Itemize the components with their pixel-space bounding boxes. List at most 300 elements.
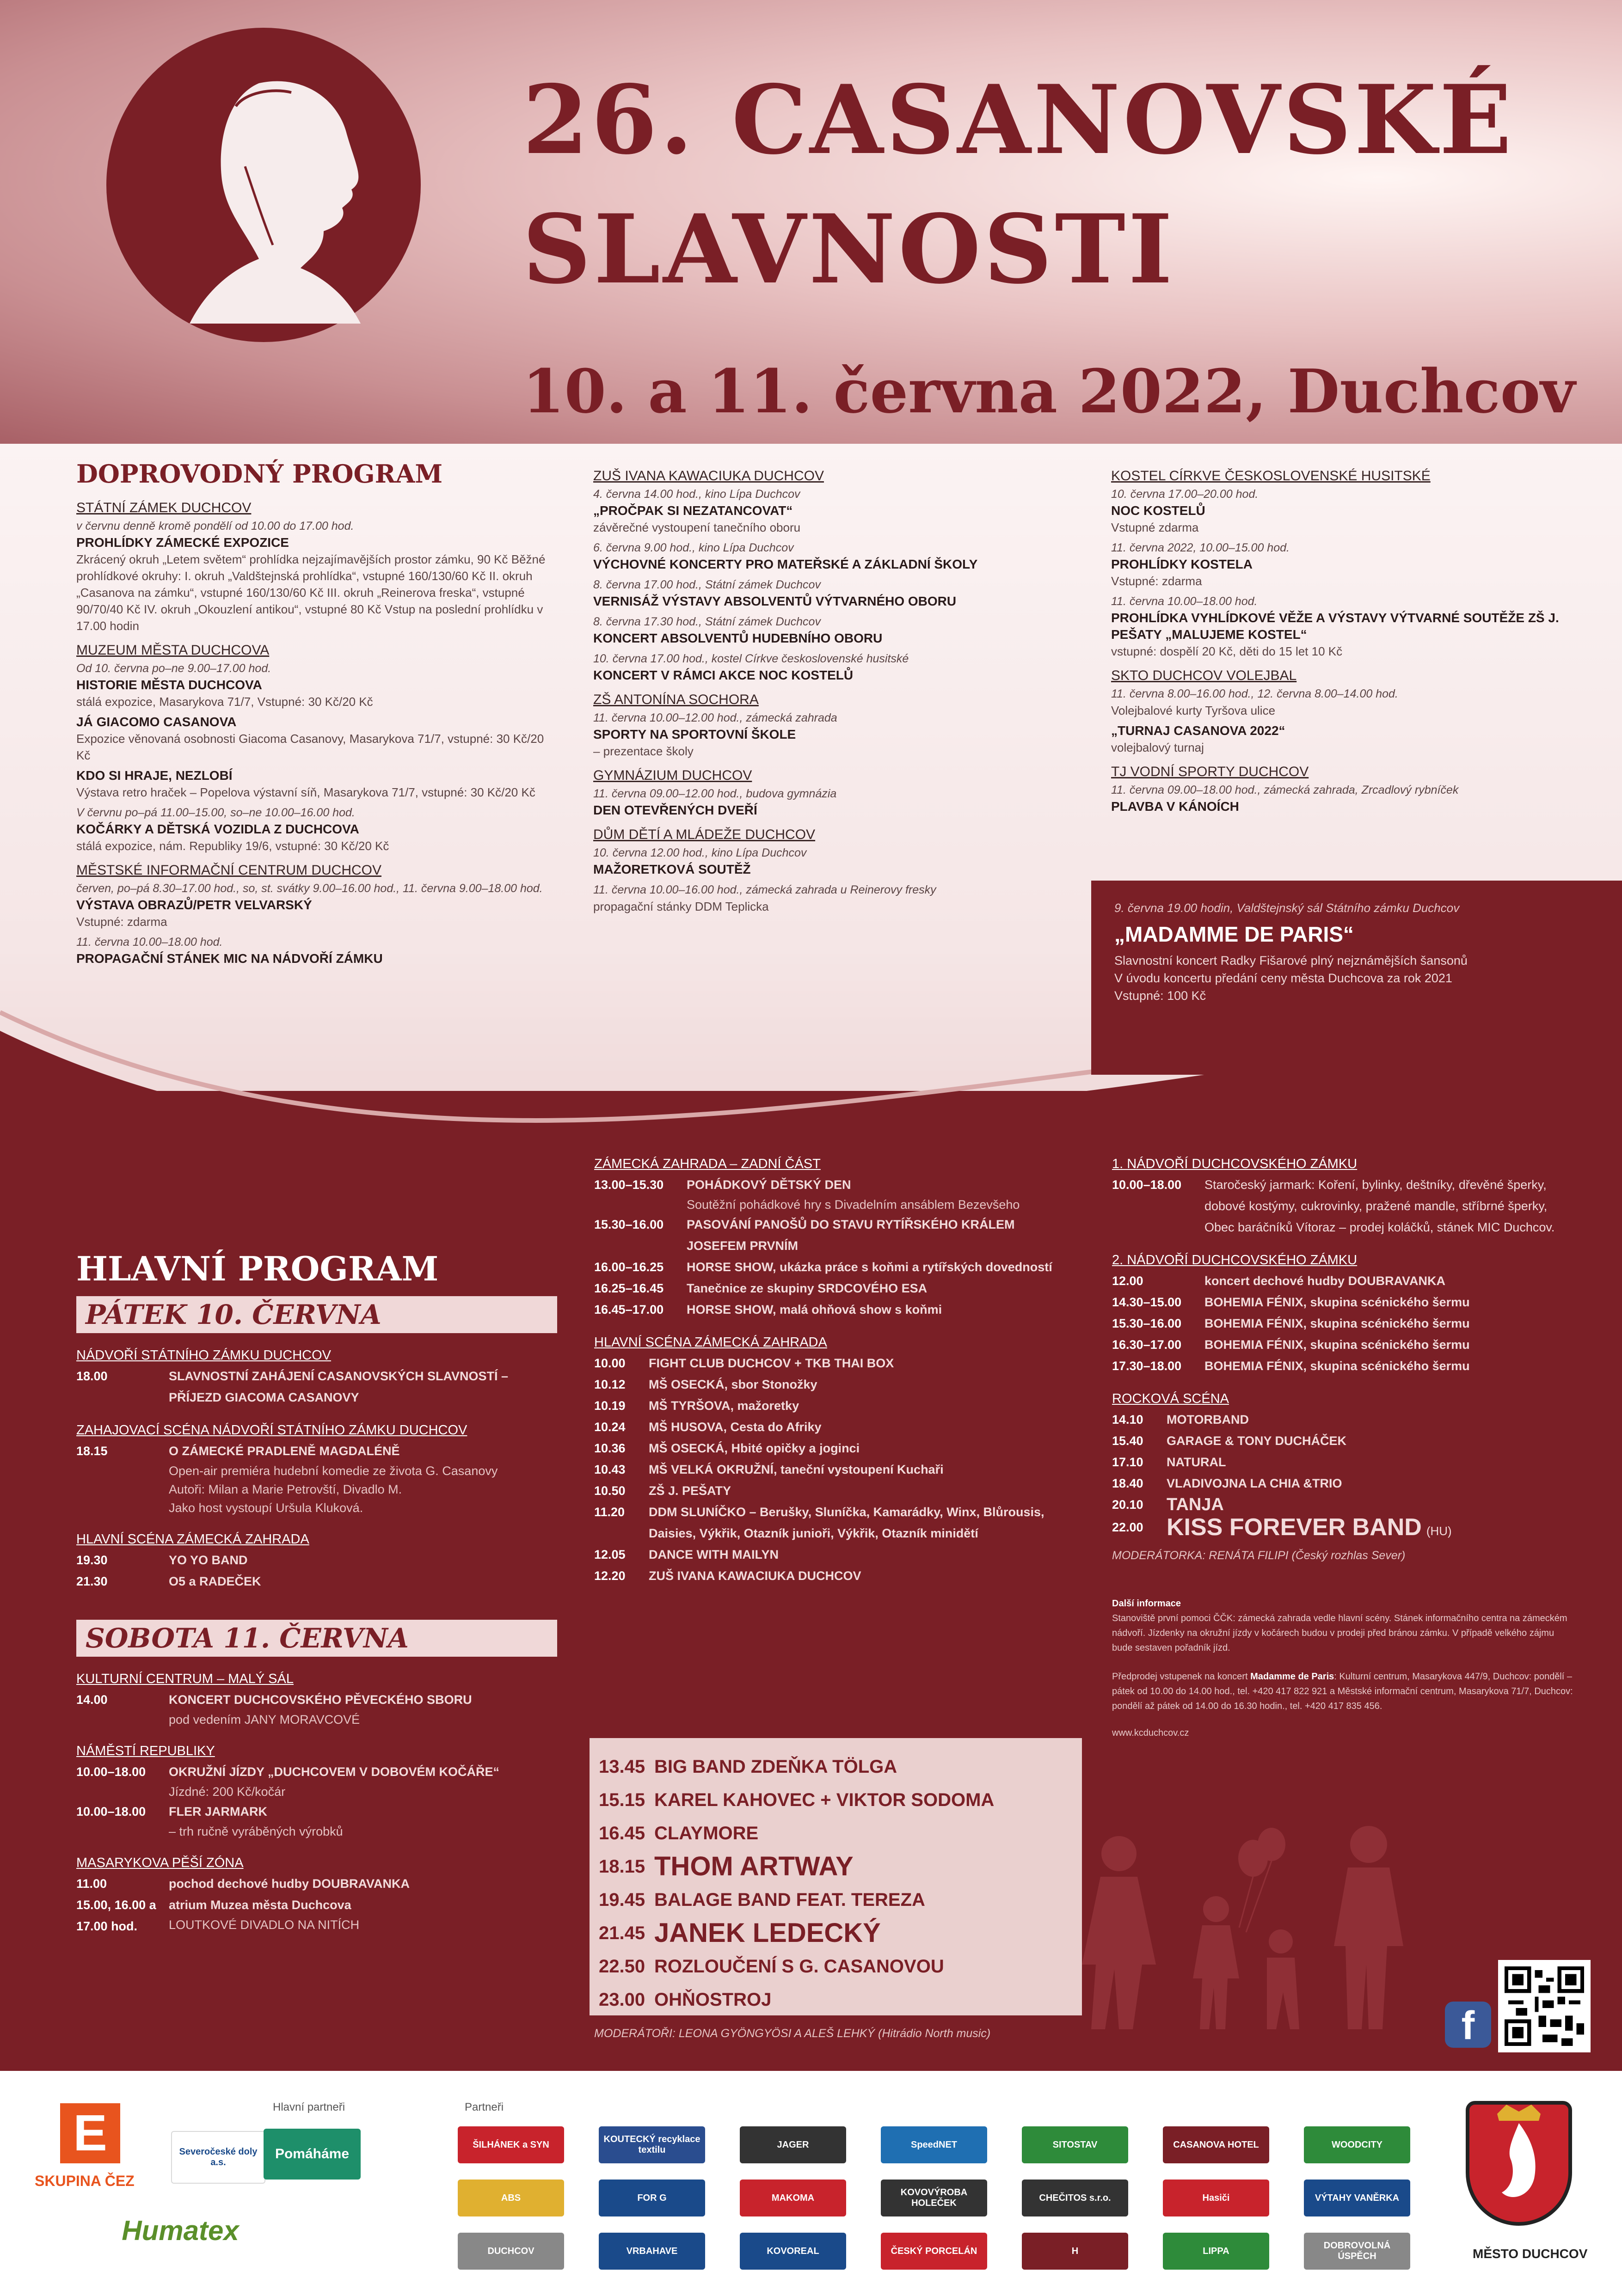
schedule-row — [1112, 1473, 1574, 1494]
row-text — [649, 1438, 1075, 1459]
row-time: 22.00 — [1112, 1520, 1143, 1534]
schedule-row — [1112, 1174, 1574, 1238]
partner-logo: H — [1022, 2233, 1128, 2270]
item-event: VERNISÁŽ VÝSTAVY ABSOLVENTŮ VÝTVARNÉHO OBORU — [593, 594, 957, 608]
program-item — [593, 539, 1065, 573]
row-text — [649, 1459, 1075, 1480]
row-title: YO YO BAND — [169, 1553, 248, 1567]
mesto-duchcov-label: MĚSTO DUCHCOV — [1473, 2247, 1588, 2261]
row-time: 15.40 — [1112, 1434, 1143, 1448]
row-subtext: Open-air premiéra hudební komedie ze života G. Casanovy — [169, 1464, 498, 1478]
doprovodny-col-1 — [76, 458, 548, 971]
featured-row — [599, 1750, 1073, 1783]
row-time: 10.00–18.00 — [76, 1805, 146, 1818]
row-text — [649, 1353, 1075, 1374]
featured-moderators: MODERÁTOŘI: LEONA GYÖNGYÖSI A ALEŠ LEHKÝ (Hitrádio North music) — [594, 2027, 991, 2040]
item-date: 11. června 09.00–12.00 hod., budova gymnázia — [593, 787, 837, 800]
partner-logo: KOVOVÝROBA HOLEČEK — [881, 2180, 987, 2216]
item-event: KONCERT V RÁMCI AKCE NOC KOSTELŮ — [593, 668, 854, 682]
row-text — [1204, 1292, 1574, 1313]
row-time: 10.00–18.00 — [1112, 1178, 1182, 1192]
item-event: HISTORIE MĚSTA DUCHCOVA — [76, 678, 262, 692]
madame-title: „MADAMME DE PARIS“ — [1114, 922, 1354, 946]
row-title: NATURAL — [1167, 1455, 1226, 1469]
item-event: „TURNAJ CASANOVA 2022“ — [1111, 723, 1285, 738]
schedule-row — [1112, 1514, 1574, 1542]
row-time: 14.30–15.00 — [1112, 1295, 1182, 1309]
program-item — [593, 650, 1065, 684]
row-text — [1167, 1494, 1574, 1517]
featured-act: THOM ARTWAY — [654, 1851, 854, 1881]
item-event: PLAVBA V KÁNOÍCH — [1111, 799, 1239, 814]
row-time: 16.45–17.00 — [594, 1303, 664, 1316]
row-time: 15.30–16.00 — [594, 1218, 664, 1231]
venue-heading: NÁMĚSTÍ REPUBLIKY — [76, 1744, 215, 1758]
qr-code[interactable] — [1498, 1960, 1591, 2052]
item-event: DEN OTEVŘENÝCH DVEŘÍ — [593, 803, 757, 817]
row-text — [1167, 1514, 1574, 1542]
item-date: 11. června 10.00–12.00 hod., zámecká zahrada — [593, 711, 837, 724]
row-title: GARAGE & TONY DUCHÁČEK — [1167, 1434, 1347, 1448]
info-paragraph-2 — [1112, 1669, 1574, 1714]
item-description: Vstupné: zdarma — [76, 915, 167, 929]
row-title: SLAVNOSTNÍ ZAHÁJENÍ CASANOVSKÝCH SLAVNOSTÍ – PŘÍJEZD GIACOMA CASANOVY — [169, 1369, 509, 1404]
venue-heading: ZUŠ IVANA KAWACIUKA DUCHCOV — [593, 468, 824, 484]
item-description: – prezentace školy — [593, 744, 694, 758]
partner-logo: LIPPA — [1163, 2233, 1269, 2270]
item-description: závěrečné vystoupení tanečního oboru — [593, 520, 801, 534]
zahrada-zadni-venue: ZÁMECKÁ ZAHRADA – ZADNÍ ČÁST — [594, 1157, 821, 1171]
program-item — [76, 934, 548, 967]
item-date: 8. června 17.00 hod., Státní zámek Duchcov — [593, 578, 821, 591]
partner-logo: WOODCITY — [1304, 2126, 1410, 2163]
title-line-2: SLAVNOSTI — [522, 194, 1175, 305]
schedule-row — [594, 1438, 1075, 1459]
schedule-row — [76, 1761, 557, 1801]
row-time: 10.00–18.00 — [76, 1765, 146, 1779]
humatex-logo: Humatex — [92, 2205, 268, 2256]
row-title: KISS FOREVER BAND — [1167, 1514, 1422, 1541]
row-text — [649, 1395, 1075, 1416]
row-text — [687, 1278, 1075, 1299]
schedule-row — [1112, 1451, 1574, 1473]
row-title: pochod dechové hudby DOUBRAVANKA — [169, 1877, 410, 1891]
doprovodny-heading: DOPROVODNÝ PROGRAM — [76, 459, 443, 489]
row-text — [169, 1365, 557, 1408]
item-date: 8. června 17.30 hod., Státní zámek Duchcov — [593, 615, 821, 628]
program-item — [593, 576, 1065, 610]
festival-dates: 10. a 11. června 2022, Duchcov — [522, 356, 1575, 427]
row-time: 10.19 — [594, 1399, 626, 1413]
madame-desc-2: V úvodu koncertu předání ceny města Duchcova za rok 2021 — [1114, 971, 1452, 985]
featured-act: BALAGE BAND FEAT. TEREZA — [654, 1890, 925, 1910]
row-title: KONCERT DUCHCOVSKÉHO PĚVECKÉHO SBORU — [169, 1693, 472, 1707]
row-title: MŠ HUSOVA, Cesta do Afriky — [649, 1420, 822, 1434]
item-date: V červnu po–pá 11.00–15.00, so–ne 10.00–16.00 hod. — [76, 806, 355, 819]
schedule-row — [594, 1395, 1075, 1416]
schedule-row — [76, 1873, 557, 1894]
item-date: červen, po–pá 8.30–17.00 hod., so, st. svátky 9.00–16.00 hod., 11. června 9.00–18.00 hod. — [76, 882, 543, 895]
item-description: vstupné: dospělí 20 Kč, děti do 15 let 10 Kč — [1111, 644, 1343, 658]
row-time: 16.30–17.00 — [1112, 1338, 1182, 1352]
pomahame-logo: Pomáháme — [264, 2129, 361, 2180]
row-text — [1167, 1473, 1574, 1494]
row-title: BOHEMIA FÉNIX, skupina scénického šermu — [1204, 1338, 1470, 1352]
title-line-1: 26. CASANOVSKÉ — [522, 65, 1515, 176]
row-title: FIGHT CLUB DUCHCOV + TKB THAI BOX — [649, 1356, 894, 1370]
row-subtext: Jako host vystoupí Uršula Kluková. — [169, 1501, 363, 1515]
item-date: 4. června 14.00 hod., kino Lípa Duchcov — [593, 488, 800, 501]
venue-heading: KULTURNÍ CENTRUM – MALÝ SÁL — [76, 1671, 294, 1686]
program-item — [593, 486, 1065, 536]
row-title: O ZÁMECKÉ PRADLENĚ MAGDALÉNĚ — [169, 1444, 400, 1458]
rockova-venue: ROCKOVÁ SCÉNA — [1112, 1391, 1229, 1406]
row-time: 15.30–16.00 — [1112, 1316, 1182, 1330]
row-text — [649, 1544, 1075, 1565]
item-event: JÁ GIACOMO CASANOVA — [76, 715, 237, 729]
featured-row — [599, 1817, 1073, 1850]
featured-act: BIG BAND ZDEŇKA TÖLGA — [654, 1757, 897, 1777]
row-title: TANJA — [1167, 1495, 1224, 1514]
item-date: 11. června 8.00–16.00 hod., 12. června 8.00–14.00 hod. — [1111, 687, 1398, 700]
row-subtext: Autoři: Milan a Marie Petrovští, Divadlo M. — [169, 1482, 402, 1496]
item-date: 10. června 17.00–20.00 hod. — [1111, 488, 1259, 501]
featured-act: OHŇOSTROJ — [654, 1990, 772, 2010]
row-title: MŠ OSECKÁ, sbor Stonožky — [649, 1378, 817, 1391]
row-title: HORSE SHOW, malá ohňová show s koňmi — [687, 1303, 942, 1316]
schedule-row — [76, 1365, 557, 1408]
item-description: Volejbalové kurty Tyršova ulice — [1111, 704, 1276, 717]
schedule-row — [594, 1214, 1075, 1256]
item-date: 11. června 10.00–18.00 hod. — [76, 936, 223, 949]
row-text — [687, 1256, 1075, 1278]
facebook-icon[interactable]: f — [1445, 2002, 1491, 2048]
doprovodny-col-2 — [593, 460, 1065, 918]
program-item — [76, 767, 548, 801]
venue-heading: STÁTNÍ ZÁMEK DUCHCOV — [76, 500, 252, 515]
row-text — [1167, 1451, 1574, 1473]
partner-logo: ČESKÝ PORCELÁN — [881, 2233, 987, 2270]
schedule-row — [1112, 1430, 1574, 1451]
schedule-row — [594, 1501, 1075, 1544]
item-description: Zkrácený okruh „Letem světem“ prohlídka nejzajímavějších prostor zámku, 90 Kč Běžné prohlídkové okruhy: I. okruh „Valdštejnská prohlídka“, vstupné 160/130/60 Kč II. okruh „Casanova na zámku“, vstupné 160/130/60 Kč III. okruh „Reinerova freska“, vstupné 90/70/40 Kč IV. okruh „Okouzlení antikou“, vstupné 80 Kč Vstup na poslední prohlídku v 17.00 hodin — [76, 552, 546, 633]
item-description: propagační stánky DDM Teplicka — [593, 900, 769, 913]
partner-logo: DUCHCOV — [458, 2233, 564, 2270]
partner-logo: ABS — [458, 2180, 564, 2216]
item-description: stálá expozice, Masarykova 71/7, Vstupné: 30 Kč/20 Kč — [76, 695, 373, 709]
venue-heading: SKTO DUCHCOV VOLEJBAL — [1111, 668, 1297, 683]
row-title: MŠ OSECKÁ, Hbité opičky a joginci — [649, 1441, 860, 1455]
venue-heading: GYMNÁZIUM DUCHCOV — [593, 768, 752, 783]
cez-logo-icon: E — [60, 2103, 120, 2163]
row-time: 12.00 — [1112, 1274, 1143, 1288]
row-subtext: pod vedením JANY MORAVCOVÉ — [169, 1713, 360, 1727]
row-text — [169, 1873, 557, 1894]
madame-desc-3: Vstupné: 100 Kč — [1114, 989, 1206, 1003]
schedule-row — [76, 1440, 557, 1517]
hlavni-scena-venue: HLAVNÍ SCÉNA ZÁMECKÁ ZAHRADA — [594, 1335, 827, 1350]
program-item — [593, 882, 1065, 915]
item-event: NOC KOSTELŮ — [1111, 503, 1205, 518]
row-time: 15.00, 16.00 a 17.00 hod. — [76, 1898, 156, 1933]
row-time: 17.30–18.00 — [1112, 1359, 1182, 1373]
severoceske-doly-logo: Severočeské doly a.s. — [171, 2131, 265, 2184]
item-event: KONCERT ABSOLVENTŮ HUDEBNÍHO OBORU — [593, 631, 883, 645]
item-date: 11. června 09.00–18.00 hod., zámecká zahrada, Zrcadlový rybníček — [1111, 784, 1459, 796]
row-text — [649, 1374, 1075, 1395]
venue-heading: ZŠ ANTONÍNA SOCHORA — [593, 692, 759, 707]
item-event: PROHLÍDKA VYHLÍDKOVÉ VĚŽE A VÝSTAVY VÝTVARNÉ SOUTĚŽE ZŠ J. PEŠATY „MALUJEME KOSTEL“ — [1111, 611, 1559, 642]
venue-heading: KOSTEL CÍRKVE ČESKOSLOVENSKÉ HUSITSKÉ — [1111, 468, 1431, 484]
item-date: Od 10. června po–ne 9.00–17.00 hod. — [76, 662, 271, 675]
row-time: 17.10 — [1112, 1455, 1143, 1469]
row-time: 14.10 — [1112, 1413, 1143, 1427]
schedule-row — [594, 1565, 1075, 1586]
featured-act: JANEK LEDECKÝ — [654, 1918, 881, 1948]
featured-time: 15.15 — [599, 1790, 645, 1810]
row-text — [169, 1761, 557, 1801]
row-title: Tanečnice ze skupiny SRDCOVÉHO ESA — [687, 1281, 928, 1295]
program-item — [76, 518, 548, 634]
row-title: koncert dechové hudby DOUBRAVANKA — [1204, 1274, 1446, 1288]
partner-logo: VÝTAHY VANĚRKA — [1304, 2180, 1410, 2216]
schedule-row — [1112, 1292, 1574, 1313]
program-item — [593, 845, 1065, 878]
schedule-row — [594, 1544, 1075, 1565]
featured-row — [599, 1783, 1073, 1817]
program-item — [593, 710, 1065, 759]
row-title: ZŠ J. PEŠATY — [649, 1484, 731, 1498]
info-p2-concert: Madamme de Paris — [1250, 1671, 1334, 1682]
venue-heading: MUZEUM MĚSTA DUCHCOVA — [76, 643, 270, 658]
row-text — [1204, 1174, 1574, 1238]
row-text — [687, 1214, 1075, 1256]
row-title: O5 a RADEČEK — [169, 1574, 261, 1588]
item-description: volejbalový turnaj — [1111, 741, 1204, 754]
row-title: BOHEMIA FÉNIX, skupina scénického šermu — [1204, 1295, 1470, 1309]
row-text — [1167, 1430, 1574, 1451]
casanova-portrait — [106, 28, 421, 342]
featured-act: KAREL KAHOVEC + VIKTOR SODOMA — [654, 1790, 995, 1810]
item-date: v červnu denně kromě pondělí od 10.00 do 17.00 hod. — [76, 520, 354, 533]
row-text — [649, 1565, 1075, 1586]
item-event: VÝCHOVNÉ KONCERTY PRO MATEŘSKÉ A ZÁKLADNÍ ŠKOLY — [593, 557, 978, 571]
row-text — [1204, 1270, 1574, 1292]
program-item — [1111, 539, 1583, 589]
row-text — [1204, 1334, 1574, 1355]
partner-logo: FOR G — [599, 2180, 705, 2216]
info-p2-part-a: Předprodej vstupenek na koncert — [1112, 1671, 1251, 1682]
row-text — [169, 1801, 557, 1841]
schedule-row — [1112, 1494, 1574, 1517]
item-event: KOČÁRKY A DĚTSKÁ VOZIDLA Z DUCHCOVA — [76, 822, 359, 836]
schedule-row — [594, 1416, 1075, 1438]
featured-row — [599, 1883, 1073, 1916]
item-event: MAŽORETKOVÁ SOUTĚŽ — [593, 862, 751, 876]
row-time: 10.24 — [594, 1420, 626, 1434]
program-item — [1111, 686, 1583, 719]
row-time: 10.50 — [594, 1484, 626, 1498]
row-title: ZUŠ IVANA KAWACIUKA DUCHCOV — [649, 1569, 861, 1583]
featured-time: 18.15 — [599, 1856, 645, 1877]
row-time: 18.40 — [1112, 1476, 1143, 1490]
row-title: OKRUŽNÍ JÍZDY „DUCHCOVEM V DOBOVÉM KOČÁŘE“ — [169, 1765, 500, 1779]
row-time: 10.43 — [594, 1463, 626, 1476]
item-description: Vstupné zdarma — [1111, 520, 1199, 534]
item-description: Expozice věnovaná osobnosti Giacoma Casanovy, Masarykova 71/7, vstupné: 30 Kč/20 Kč — [76, 732, 544, 762]
partner-logo: MAKOMA — [740, 2180, 846, 2216]
schedule-row — [594, 1174, 1075, 1214]
row-time: 10.36 — [594, 1441, 626, 1455]
featured-row — [599, 1950, 1073, 1983]
item-event: KDO SI HRAJE, NEZLOBÍ — [76, 768, 233, 783]
schedule-row — [76, 1894, 557, 1937]
partner-logo: ŠILHÁNEK a SYN — [458, 2126, 564, 2163]
additional-info — [1112, 1596, 1574, 1740]
row-time: 16.25–16.45 — [594, 1281, 664, 1295]
venue-heading: HLAVNÍ SCÉNA ZÁMECKÁ ZAHRADA — [76, 1532, 309, 1547]
row-time: 18.00 — [76, 1369, 108, 1383]
schedule-row — [1112, 1313, 1574, 1334]
doprovodny-col-3 — [1111, 460, 1583, 819]
madame-desc-1: Slavnostní koncert Radky Fišarové plný nejznámějších šansonů — [1114, 954, 1468, 967]
featured-time: 13.45 — [599, 1757, 645, 1777]
row-time: 11.00 — [76, 1877, 107, 1891]
row-text — [169, 1894, 557, 1937]
partner-logo: JAGER — [740, 2126, 846, 2163]
row-text — [169, 1440, 557, 1517]
partner-logo: SITOSTAV — [1022, 2126, 1128, 2163]
item-event: PROPAGAČNÍ STÁNEK MIC NA NÁDVOŘÍ ZÁMKU — [76, 951, 383, 966]
featured-time: 23.00 — [599, 1990, 645, 2010]
venue-heading: DŮM DĚTÍ A MLÁDEŽE DUCHCOV — [593, 827, 816, 842]
venue-heading: ZAHAJOVACÍ SCÉNA NÁDVOŘÍ STÁTNÍHO ZÁMKU DUCHCOV — [76, 1423, 467, 1438]
program-item — [1111, 486, 1583, 536]
schedule-row — [594, 1480, 1075, 1501]
saturday-band: SOBOTA 11. ČERVNA — [76, 1620, 557, 1657]
nadvori1-venue: 1. NÁDVOŘÍ DUCHCOVSKÉHO ZÁMKU — [1112, 1157, 1358, 1171]
item-date: 10. června 12.00 hod., kino Lípa Duchcov — [593, 846, 807, 859]
partner-logo: KOUTECKÝ recyklace textilu — [599, 2126, 705, 2163]
partner-logo: VRBAHAVE — [599, 2233, 705, 2270]
schedule-row — [1112, 1334, 1574, 1355]
row-time: 12.20 — [594, 1569, 626, 1583]
info-heading: Další informace — [1112, 1598, 1181, 1609]
program-item — [593, 613, 1065, 647]
row-title: HORSE SHOW, ukázka práce s koňmi a rytířských dovedností — [687, 1260, 1052, 1274]
row-text — [169, 1571, 557, 1592]
friday-band: PÁTEK 10. ČERVNA — [76, 1296, 557, 1333]
item-event: „PROČPAK SI NEZATANCOVAT“ — [593, 503, 793, 518]
featured-lineup — [590, 1738, 1082, 2015]
info-paragraph-1: Stanoviště první pomoci ČČK: zámecká zahrada vedle hlavní scény. Stánek informačního centra na zámeckém nádvoří. Jízdenky na okružní jízdy v kočárech budou v prodeji před bránou zámku. V případě velkého zájmu bude sestaven pořadník jízd. — [1112, 1613, 1567, 1653]
item-date: 10. června 17.00 hod., kostel Církve československé husitské — [593, 652, 909, 665]
partner-logo: Hasiči — [1163, 2180, 1269, 2216]
hlavni-partneri-label: Hlavní partneři — [273, 2101, 345, 2113]
partner-logo: KOVOREAL — [740, 2233, 846, 2270]
schedule-row — [594, 1374, 1075, 1395]
featured-act: CLAYMORE — [654, 1823, 759, 1843]
row-text — [649, 1480, 1075, 1501]
duchcov-crest-icon — [1466, 2101, 1572, 2226]
venue-heading: TJ VODNÍ SPORTY DUCHCOV — [1111, 764, 1309, 779]
row-subtext: Jízdné: 200 Kč/kočár — [169, 1785, 286, 1799]
row-text — [687, 1299, 1075, 1320]
middle-program-col — [594, 1142, 1075, 1586]
item-event: SPORTY NA SPORTOVNÍ ŠKOLE — [593, 727, 796, 741]
item-date: 11. června 10.00–16.00 hod., zámecká zahrada u Reinerovy fresky — [593, 883, 936, 896]
info-p2-part-c: : Kulturní centrum, Masarykova 447/9, Duchcov: pondělí – pátek od 10.00 do 14.00 hod., tel. +420 417 822 921 a Městské informační centrum, Masarykova 71/7, Duchcov: pondělí až pátek od 14.00 do 16.30 hodin., tel. +420 417 835 456. — [1112, 1671, 1573, 1711]
madame-date: 9. června 19.00 hodin, Valdštejnský sál Státního zámku Duchcov — [1114, 901, 1460, 915]
cez-label: SKUPINA ČEZ — [35, 2173, 135, 2189]
row-text — [1204, 1313, 1574, 1334]
item-description: Výstava retro hraček – Popelova výstavní síň, Masarykova 71/7, vstupné: 30 Kč/20 Kč — [76, 785, 535, 799]
row-time: 18.15 — [76, 1444, 108, 1458]
item-description: Vstupné: zdarma — [1111, 574, 1202, 588]
row-text — [1167, 1409, 1574, 1430]
item-date: 11. června 10.00–18.00 hod. — [1111, 595, 1258, 608]
row-title: MOTORBAND — [1167, 1413, 1249, 1427]
schedule-row — [594, 1459, 1075, 1480]
schedule-row — [1112, 1355, 1574, 1377]
program-item — [76, 880, 548, 930]
website-link[interactable]: www.kcduchcov.cz — [1112, 1728, 1189, 1738]
row-title: FLER JARMARK — [169, 1805, 267, 1818]
hlavni-heading: HLAVNÍ PROGRAM — [76, 1249, 439, 1288]
program-item — [76, 714, 548, 764]
program-item — [1111, 722, 1583, 756]
featured-row — [599, 1983, 1073, 2016]
hlavni-program-col — [76, 1248, 557, 1937]
featured-act: ROZLOUČENÍ S G. CASANOVOU — [654, 1956, 944, 1977]
row-subtext: LOUTKOVÉ DIVADLO NA NITÍCH — [169, 1918, 360, 1932]
schedule-row — [1112, 1409, 1574, 1430]
madame-de-paris-box — [1091, 881, 1622, 1075]
program-item — [76, 660, 548, 710]
row-subtext: – trh ručně vyráběných výrobků — [169, 1825, 343, 1838]
partneri-label: Partneři — [465, 2101, 504, 2113]
row-time: 10.00 — [594, 1356, 626, 1370]
row-text — [687, 1174, 1075, 1214]
schedule-row — [594, 1299, 1075, 1320]
featured-row — [599, 1916, 1073, 1950]
row-title: POHÁDKOVÝ DĚTSKÝ DEN — [687, 1178, 851, 1192]
row-time: 20.10 — [1112, 1498, 1143, 1512]
venue-heading: MASARYKOVA PĚŠÍ ZÓNA — [76, 1855, 244, 1870]
featured-time: 21.45 — [599, 1923, 645, 1943]
item-event: VÝSTAVA OBRAZŮ/PETR VELVARSKÝ — [76, 898, 312, 912]
item-description: stálá expozice, nám. Republiky 19/6, vstupné: 30 Kč/20 Kč — [76, 839, 389, 853]
partner-logo: DOBROVOLNÁ ÚSPĚCH — [1304, 2233, 1410, 2270]
row-suffix: (HU) — [1426, 1524, 1452, 1538]
right-program-col — [1112, 1142, 1574, 1740]
row-title: BOHEMIA FÉNIX, skupina scénického šermu — [1204, 1316, 1470, 1330]
row-title: Staročeský jarmark: Koření, bylinky, deštníky, dřevěné šperky, dobové kostýmy, cukrovinky, pražené mandle, stříbrné šperky, Obec baráčníků Vítoraz – prodej koláčků, stánek MIC Duchcov. — [1204, 1178, 1555, 1234]
schedule-row — [1112, 1270, 1574, 1292]
row-title: DANCE WITH MAILYN — [649, 1548, 779, 1561]
venue-heading: MĚSTSKÉ INFORMAČNÍ CENTRUM DUCHCOV — [76, 863, 382, 878]
row-time: 21.30 — [76, 1574, 108, 1588]
schedule-row — [594, 1278, 1075, 1299]
row-title: MŠ VELKÁ OKRUŽNÍ, taneční vystoupení Kuchaři — [649, 1463, 944, 1476]
item-event: PROHLÍDKY ZÁMECKÉ EXPOZICE — [76, 535, 289, 550]
row-title: atrium Muzea města Duchcova — [169, 1898, 351, 1912]
row-time: 12.05 — [594, 1548, 626, 1561]
partner-logo: CHEČITOS s.r.o. — [1022, 2180, 1128, 2216]
row-text — [649, 1416, 1075, 1438]
featured-time: 16.45 — [599, 1823, 645, 1843]
featured-row — [599, 1850, 1073, 1883]
